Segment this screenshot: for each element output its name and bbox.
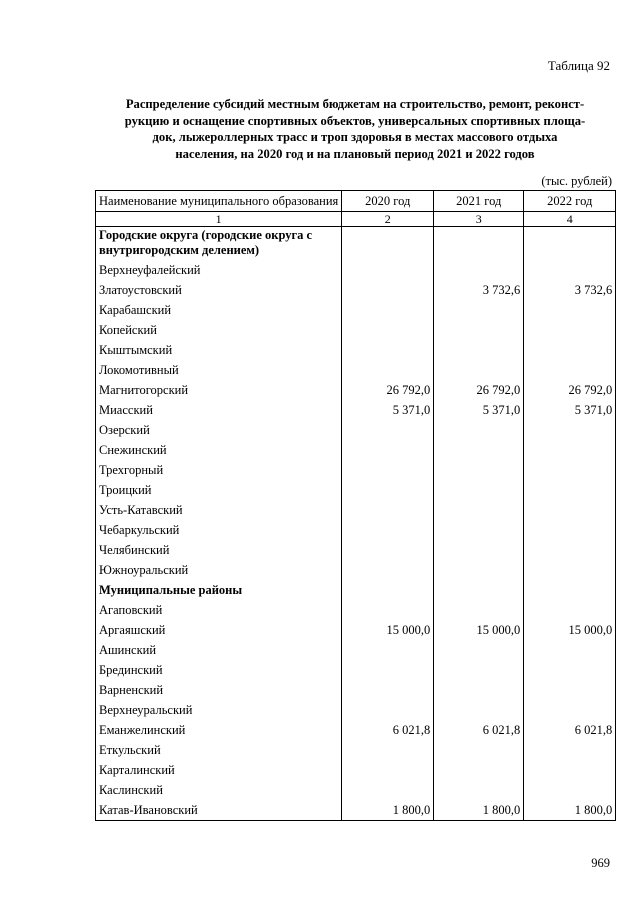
empty-cell bbox=[342, 227, 434, 261]
value-y2020 bbox=[342, 680, 434, 700]
municipality-name: Снежинский bbox=[96, 440, 342, 460]
municipality-name: Катав-Ивановский bbox=[96, 800, 342, 821]
value-y2021 bbox=[434, 740, 524, 760]
unit-label: (тыс. рублей) bbox=[541, 174, 612, 188]
table-row bbox=[96, 800, 616, 821]
value-y2022 bbox=[524, 640, 616, 660]
municipality-name: Южноуральский bbox=[96, 560, 342, 580]
value-y2020 bbox=[342, 700, 434, 720]
municipality-name: Каслинский bbox=[96, 780, 342, 800]
value-y2021 bbox=[434, 780, 524, 800]
value-y2020 bbox=[342, 780, 434, 800]
municipality-name: Магнитогорский bbox=[96, 380, 342, 400]
municipality-name: Миасский bbox=[96, 400, 342, 420]
municipality-name: Златоустовский bbox=[96, 280, 342, 300]
value-y2022 bbox=[524, 540, 616, 560]
column-number: 2 bbox=[342, 212, 434, 227]
column-header-2020: 2020 год bbox=[342, 191, 434, 212]
table-row bbox=[96, 680, 616, 700]
municipality-name: Кыштымский bbox=[96, 340, 342, 360]
municipality-name: Карталинский bbox=[96, 760, 342, 780]
value-y2021 bbox=[434, 560, 524, 580]
value-y2021 bbox=[434, 500, 524, 520]
municipality-name: Трехгорный bbox=[96, 460, 342, 480]
table-row bbox=[96, 420, 616, 440]
title-line: рукцию и оснащение спортивных объектов, универсальных спортивных площа- bbox=[124, 113, 586, 128]
subsidy-table bbox=[95, 190, 616, 821]
table-row bbox=[96, 640, 616, 660]
municipality-name: Усть-Катавский bbox=[96, 500, 342, 520]
value-y2021 bbox=[434, 760, 524, 780]
empty-cell bbox=[434, 580, 524, 600]
table-row bbox=[96, 760, 616, 780]
title-line: населения, на 2020 год и на плановый период 2021 и 2022 годов bbox=[175, 146, 535, 161]
title-line: Распределение субсидий местным бюджетам на строительство, ремонт, реконст- bbox=[125, 97, 585, 111]
table-row bbox=[96, 260, 616, 280]
value-y2022 bbox=[524, 600, 616, 620]
table-number-label: Таблица 92 bbox=[547, 58, 610, 73]
value-y2021 bbox=[434, 520, 524, 540]
table-row bbox=[96, 700, 616, 720]
value-y2021 bbox=[434, 460, 524, 480]
value-y2020 bbox=[342, 760, 434, 780]
value-y2022 bbox=[524, 320, 616, 340]
table-row bbox=[96, 300, 616, 320]
column-header-2022: 2022 год bbox=[524, 191, 616, 212]
table-row bbox=[96, 560, 616, 580]
value-y2020 bbox=[342, 540, 434, 560]
table-row bbox=[96, 600, 616, 620]
value-y2022 bbox=[524, 700, 616, 720]
table-row bbox=[96, 540, 616, 560]
value-y2020: 26 792,0 bbox=[342, 380, 434, 400]
table-body bbox=[96, 227, 616, 821]
group-row bbox=[96, 227, 616, 261]
value-y2021 bbox=[434, 680, 524, 700]
value-y2021 bbox=[434, 300, 524, 320]
value-y2020 bbox=[342, 520, 434, 540]
value-y2022: 6 021,8 bbox=[524, 720, 616, 740]
document-title bbox=[95, 96, 615, 162]
value-y2020 bbox=[342, 500, 434, 520]
value-y2021: 15 000,0 bbox=[434, 620, 524, 640]
group-title: Муниципальные районы bbox=[96, 580, 342, 600]
value-y2021: 6 021,8 bbox=[434, 720, 524, 740]
value-y2022: 3 732,6 bbox=[524, 280, 616, 300]
value-y2020 bbox=[342, 360, 434, 380]
municipality-name: Карабашский bbox=[96, 300, 342, 320]
table-row bbox=[96, 620, 616, 640]
value-y2022 bbox=[524, 420, 616, 440]
value-y2021 bbox=[434, 700, 524, 720]
table-row bbox=[96, 520, 616, 540]
municipality-name: Челябинский bbox=[96, 540, 342, 560]
table-row bbox=[96, 460, 616, 480]
value-y2021 bbox=[434, 260, 524, 280]
table-row bbox=[96, 360, 616, 380]
column-number: 4 bbox=[524, 212, 616, 227]
table-row bbox=[96, 500, 616, 520]
value-y2022 bbox=[524, 740, 616, 760]
value-y2020 bbox=[342, 600, 434, 620]
value-y2022: 5 371,0 bbox=[524, 400, 616, 420]
value-y2022 bbox=[524, 480, 616, 500]
column-number: 1 bbox=[96, 212, 342, 227]
value-y2020 bbox=[342, 560, 434, 580]
value-y2020 bbox=[342, 340, 434, 360]
value-y2020 bbox=[342, 460, 434, 480]
table-row bbox=[96, 660, 616, 680]
value-y2022 bbox=[524, 500, 616, 520]
table-row bbox=[96, 780, 616, 800]
value-y2021 bbox=[434, 360, 524, 380]
column-header-2021: 2021 год bbox=[434, 191, 524, 212]
value-y2022 bbox=[524, 520, 616, 540]
value-y2020 bbox=[342, 740, 434, 760]
municipality-name: Аргаяшский bbox=[96, 620, 342, 640]
value-y2022 bbox=[524, 560, 616, 580]
municipality-name: Брединский bbox=[96, 660, 342, 680]
value-y2020: 1 800,0 bbox=[342, 800, 434, 821]
municipality-name: Ашинский bbox=[96, 640, 342, 660]
table-row bbox=[96, 340, 616, 360]
group-title: Городские округа (городские округа с внутригородским делением) bbox=[96, 227, 342, 261]
value-y2022: 1 800,0 bbox=[524, 800, 616, 821]
value-y2021 bbox=[434, 480, 524, 500]
municipality-name: Локомотивный bbox=[96, 360, 342, 380]
value-y2021: 3 732,6 bbox=[434, 280, 524, 300]
column-number: 3 bbox=[434, 212, 524, 227]
value-y2022 bbox=[524, 360, 616, 380]
value-y2022 bbox=[524, 440, 616, 460]
value-y2022 bbox=[524, 460, 616, 480]
table-row bbox=[96, 740, 616, 760]
value-y2021 bbox=[434, 320, 524, 340]
municipality-name: Озерский bbox=[96, 420, 342, 440]
table-row bbox=[96, 280, 616, 300]
group-row bbox=[96, 580, 616, 600]
municipality-name: Верхнеуральский bbox=[96, 700, 342, 720]
page-number: 969 bbox=[591, 856, 610, 870]
empty-cell bbox=[524, 580, 616, 600]
value-y2020: 6 021,8 bbox=[342, 720, 434, 740]
value-y2020 bbox=[342, 280, 434, 300]
value-y2022 bbox=[524, 300, 616, 320]
value-y2020 bbox=[342, 660, 434, 680]
value-y2020 bbox=[342, 420, 434, 440]
table-row bbox=[96, 480, 616, 500]
value-y2022 bbox=[524, 760, 616, 780]
value-y2021 bbox=[434, 420, 524, 440]
municipality-name: Еткульский bbox=[96, 740, 342, 760]
municipality-name: Еманжелинский bbox=[96, 720, 342, 740]
table-row bbox=[96, 380, 616, 400]
value-y2020: 15 000,0 bbox=[342, 620, 434, 640]
municipality-name: Агаповский bbox=[96, 600, 342, 620]
municipality-name: Верхнеуфалейский bbox=[96, 260, 342, 280]
value-y2020: 5 371,0 bbox=[342, 400, 434, 420]
value-y2022 bbox=[524, 680, 616, 700]
value-y2022 bbox=[524, 780, 616, 800]
table-row bbox=[96, 720, 616, 740]
column-header-municipality: Наименование муниципального образования bbox=[96, 191, 342, 212]
value-y2020 bbox=[342, 440, 434, 460]
value-y2022: 15 000,0 bbox=[524, 620, 616, 640]
value-y2021: 26 792,0 bbox=[434, 380, 524, 400]
value-y2021: 5 371,0 bbox=[434, 400, 524, 420]
empty-cell bbox=[524, 227, 616, 261]
value-y2021 bbox=[434, 600, 524, 620]
municipality-name: Варненский bbox=[96, 680, 342, 700]
value-y2020 bbox=[342, 320, 434, 340]
municipality-name: Копейский bbox=[96, 320, 342, 340]
value-y2021 bbox=[434, 540, 524, 560]
table-row bbox=[96, 320, 616, 340]
value-y2021 bbox=[434, 640, 524, 660]
value-y2020 bbox=[342, 480, 434, 500]
value-y2022 bbox=[524, 340, 616, 360]
table-row bbox=[96, 440, 616, 460]
value-y2021 bbox=[434, 440, 524, 460]
empty-cell bbox=[434, 227, 524, 261]
value-y2021 bbox=[434, 660, 524, 680]
value-y2020 bbox=[342, 300, 434, 320]
value-y2021 bbox=[434, 340, 524, 360]
municipality-name: Чебаркульский bbox=[96, 520, 342, 540]
empty-cell bbox=[342, 580, 434, 600]
value-y2022: 26 792,0 bbox=[524, 380, 616, 400]
table-row bbox=[96, 400, 616, 420]
value-y2020 bbox=[342, 260, 434, 280]
value-y2022 bbox=[524, 260, 616, 280]
value-y2021: 1 800,0 bbox=[434, 800, 524, 821]
value-y2020 bbox=[342, 640, 434, 660]
municipality-name: Троицкий bbox=[96, 480, 342, 500]
value-y2022 bbox=[524, 660, 616, 680]
title-line: док, лыжероллерных трасс и троп здоровья в местах массового отдыха bbox=[152, 130, 558, 144]
